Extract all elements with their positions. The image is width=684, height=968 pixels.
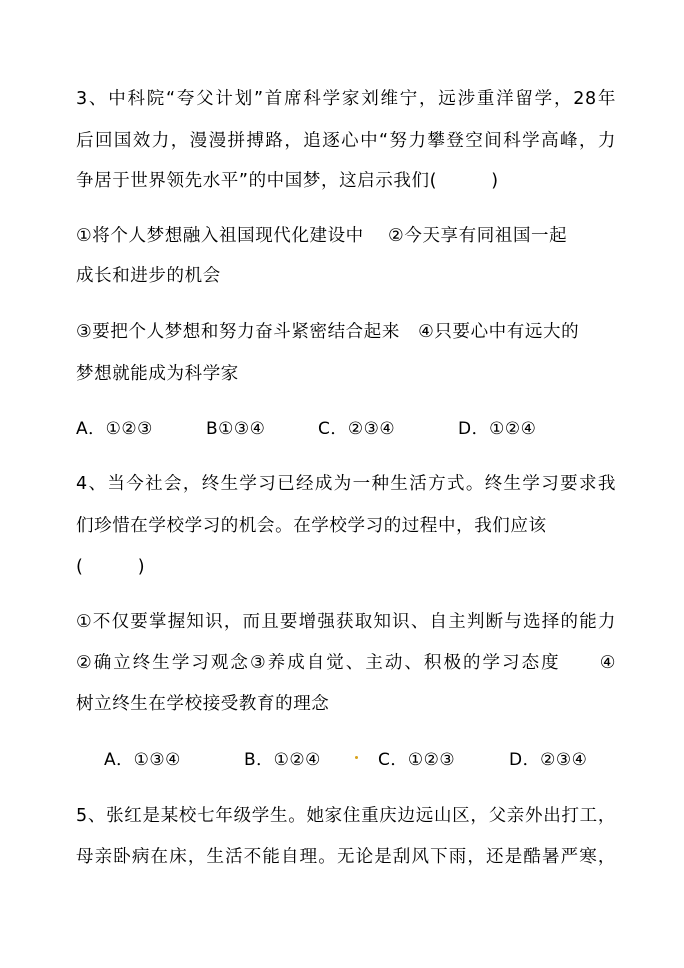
- q3-statement-line-2: 成长和进步的机会: [76, 266, 221, 286]
- q4-option-d: D．②③④: [509, 750, 588, 770]
- q3-statement-line-4: 梦想就能成为科学家: [76, 364, 239, 384]
- q5-stem-line-2: 母亲卧病在床，生活不能自理。无论是刮风下雨，还是酷暑严寒，: [76, 847, 616, 867]
- q4-stem-line-1: 4、当今社会，终生学习已经成为一种生活方式。终生学习要求我: [76, 474, 616, 494]
- q3-stem-line-1: 3、中科院“夸父计划”首席科学家刘维宁，远涉重洋留学，28年: [76, 89, 616, 109]
- q4-option-c: C．①②③: [378, 750, 456, 770]
- q4-stem-line-3: ( ): [76, 557, 146, 577]
- q4-option-b: B．①②④: [244, 750, 321, 770]
- q3-option-a: A．①②③: [76, 419, 153, 439]
- q3-statement-line-1: ①将个人梦想融入祖国现代化建设中 ②今天享有同祖国一起: [76, 226, 568, 246]
- q3-statement-line-3: ③要把个人梦想和努力奋斗紧密结合起来 ④只要心中有远大的: [76, 322, 580, 342]
- q3-stem-line-2: 后回国效力，漫漫拼搏路，追逐心中“努力攀登空间科学高峰，力: [76, 131, 616, 151]
- q3-stem-line-3: 争居于世界领先水平”的中国梦，这启示我们( ): [76, 171, 499, 191]
- q4-option-a: A．①③④: [104, 750, 181, 770]
- q3-option-c: C．②③④: [318, 419, 396, 439]
- q4-stem-line-2: 们珍惜在学校学习的机会。在学校学习的过程中，我们应该: [76, 516, 547, 536]
- stray-dot-mark: [355, 756, 358, 759]
- q4-statement-line-3: 树立终生在学校接受教育的理念: [76, 694, 330, 714]
- q4-statement-line-1: ①不仅要掌握知识，而且要增强获取知识、自主判断与选择的能力: [76, 612, 616, 632]
- q3-option-b: B①③④: [206, 419, 266, 439]
- q5-stem-line-1: 5、张红是某校七年级学生。她家住重庆边远山区，父亲外出打工，: [76, 806, 616, 826]
- q3-option-d: D．①②④: [458, 419, 537, 439]
- q4-statement-line-2: ②确立终生学习观念③养成自觉、主动、积极的学习态度 ④: [76, 653, 616, 673]
